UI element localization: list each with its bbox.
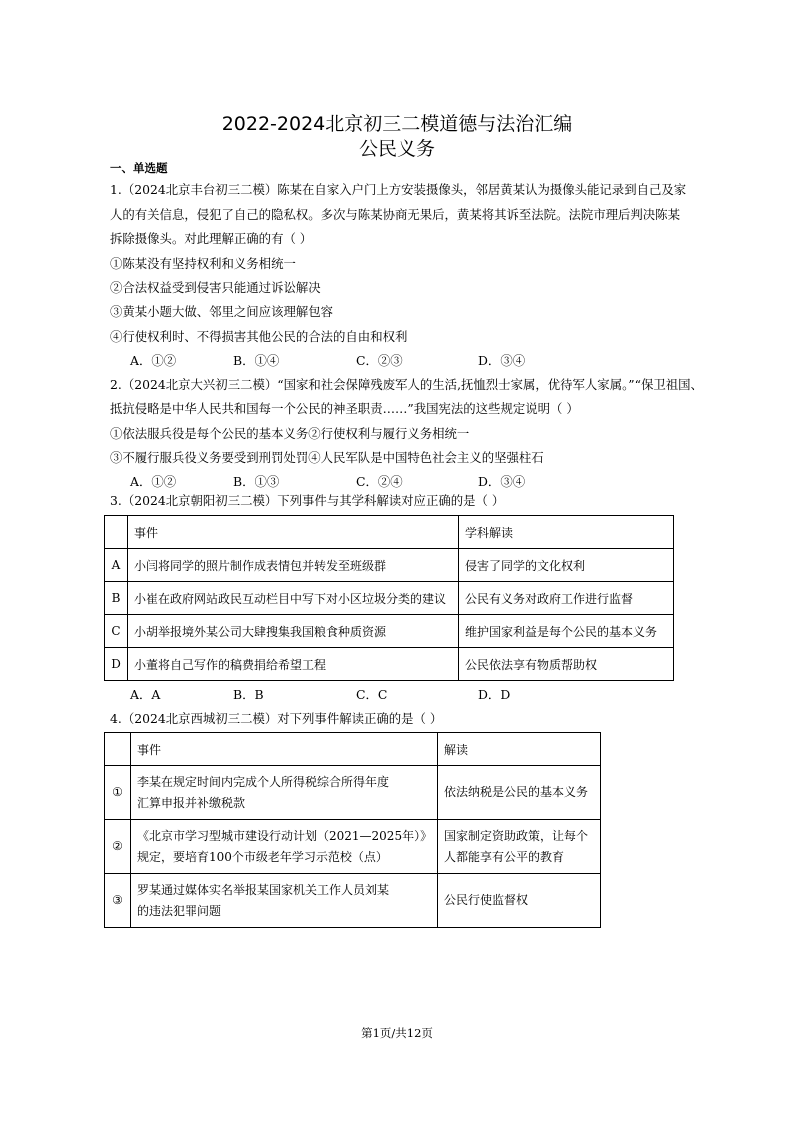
reading-cell <box>438 874 601 928</box>
event-cell <box>131 766 438 820</box>
q1-statement: ④行使权利时、不得损害其他公民的合法的自由和权利 <box>110 329 408 344</box>
reading-cell: 侵害了同学的文化权利 <box>459 549 674 582</box>
q3-table <box>104 515 674 681</box>
q2-statement: ①依法服兵役是每个公民的基本义务②行使权利与履行义务相统一 <box>110 426 470 441</box>
row-label: D <box>105 648 128 681</box>
event-cell <box>131 820 438 874</box>
page-footer: 第1页/共12页 <box>361 1026 433 1040</box>
document-title: 2022-2024北京初三二模道德与法治汇编 <box>221 113 573 135</box>
table-row <box>105 648 674 681</box>
q1-line: 人的有关信息，侵犯了自己的隐私权。多次与陈某协商无果后，黄某将其诉至法院。法院市理后判决陈某 <box>110 207 680 222</box>
header-cell: 解读 <box>438 733 601 766</box>
reading-cell <box>438 820 601 874</box>
q1-statement: ①陈某没有坚持权利和义务相统一 <box>110 256 296 271</box>
event-cell: 小董将自己写作的稿费捐给希望工程 <box>128 648 459 681</box>
q3-stem: 3.（2024北京朝阳初三二模）下列事件与其学科解读对应正确的是（ ） <box>110 493 505 508</box>
reading-line: 人都能享有公平的教育 <box>444 849 565 864</box>
event-line: 汇算申报并补缴税款 <box>137 795 246 810</box>
document-subtitle: 公民义务 <box>358 138 435 160</box>
table-row <box>105 615 674 648</box>
event-line: 《北京市学习型城市建设行动计划（2021—2025年）》 <box>137 828 433 843</box>
option-c[interactable]: C．②④ <box>356 474 403 489</box>
table-row <box>105 582 674 615</box>
reading-cell <box>438 766 601 820</box>
header-cell <box>105 733 131 766</box>
event-cell: 小闫将同学的照片制作成表情包并转发至班级群 <box>128 549 459 582</box>
option-d[interactable]: D．③④ <box>478 353 526 368</box>
row-label: B <box>105 582 128 615</box>
event-cell: 小崔在政府网站政民互动栏目中写下对小区垃圾分类的建议 <box>128 582 459 615</box>
option-c[interactable]: C．C <box>356 687 388 702</box>
header-cell <box>105 516 128 549</box>
q2-statement: ③不履行服兵役义务要受到刑罚处罚④人民军队是中国特色社会主义的坚强柱石 <box>110 450 544 465</box>
row-label: C <box>105 615 128 648</box>
option-d[interactable]: D．D <box>478 687 511 702</box>
q4-table <box>104 732 601 928</box>
table-header-row <box>105 516 674 549</box>
option-a[interactable]: A．①② <box>130 474 177 489</box>
q2-line: 2.（2024北京大兴初三二模）“国家和社会保障残废军人的生活,抚恤烈士家属，优待军人家属。”“保卫祖国、 <box>110 377 703 392</box>
reading-line: 依法纳税是公民的基本义务 <box>444 785 589 799</box>
event-cell: 小胡举报境外某公司大肆搜集我国粮食种质资源 <box>128 615 459 648</box>
row-number: ③ <box>105 874 131 928</box>
reading-cell: 维护国家利益是每个公民的基本义务 <box>459 615 674 648</box>
q2-line: 抵抗侵略是中华人民共和国每一个公民的神圣职责……”我国宪法的这些规定说明（ ） <box>110 401 579 416</box>
table-header-row <box>105 733 601 766</box>
reading-line: 公民行使监督权 <box>444 893 529 907</box>
header-cell: 事件 <box>128 516 459 549</box>
option-a[interactable]: A．①② <box>130 353 177 368</box>
table-row <box>105 766 601 820</box>
table-row <box>105 549 674 582</box>
event-line: 规定，要培育100个市级老年学习示范校（点） <box>137 849 388 864</box>
event-line: 李某在规定时间内完成个人所得税综合所得年度 <box>137 774 390 789</box>
event-line: 罗某通过媒体实名举报某国家机关工作人员刘某 <box>137 882 390 897</box>
header-cell: 学科解读 <box>459 516 674 549</box>
reading-cell: 公民依法享有物质帮助权 <box>459 648 674 681</box>
table-row <box>105 820 601 874</box>
reading-line: 国家制定资助政策，让每个 <box>444 828 589 843</box>
table-row <box>105 874 601 928</box>
q1-statement: ③黄某小题大做、邻里之间应该理解包容 <box>110 304 334 319</box>
q1-line: 拆除摄像头。对此理解正确的有（ ） <box>110 231 313 246</box>
event-line: 的违法犯罪问题 <box>137 903 222 918</box>
option-b[interactable]: B．①④ <box>233 353 280 368</box>
row-number: ① <box>105 766 131 820</box>
event-cell <box>131 874 438 928</box>
section-heading: 一、单选题 <box>110 161 168 175</box>
q4-stem: 4.（2024北京西城初三二模）对下列事件解读正确的是（ ） <box>110 711 443 726</box>
q1-statement: ②合法权益受到侵害只能通过诉讼解决 <box>110 280 321 295</box>
reading-cell: 公民有义务对政府工作进行监督 <box>459 582 674 615</box>
q1-line: 1.（2024北京丰台初三二模）陈某在自家入户门上方安装摄像头，邻居黄某认为摄像头能记录到自己及家 <box>110 182 687 197</box>
option-a[interactable]: A．A <box>130 687 161 702</box>
header-cell: 事件 <box>131 733 438 766</box>
option-b[interactable]: B．①③ <box>233 474 280 489</box>
row-number: ② <box>105 820 131 874</box>
option-c[interactable]: C．②③ <box>356 353 403 368</box>
option-d[interactable]: D．③④ <box>478 474 526 489</box>
option-b[interactable]: B．B <box>233 687 264 702</box>
row-label: A <box>105 549 128 582</box>
